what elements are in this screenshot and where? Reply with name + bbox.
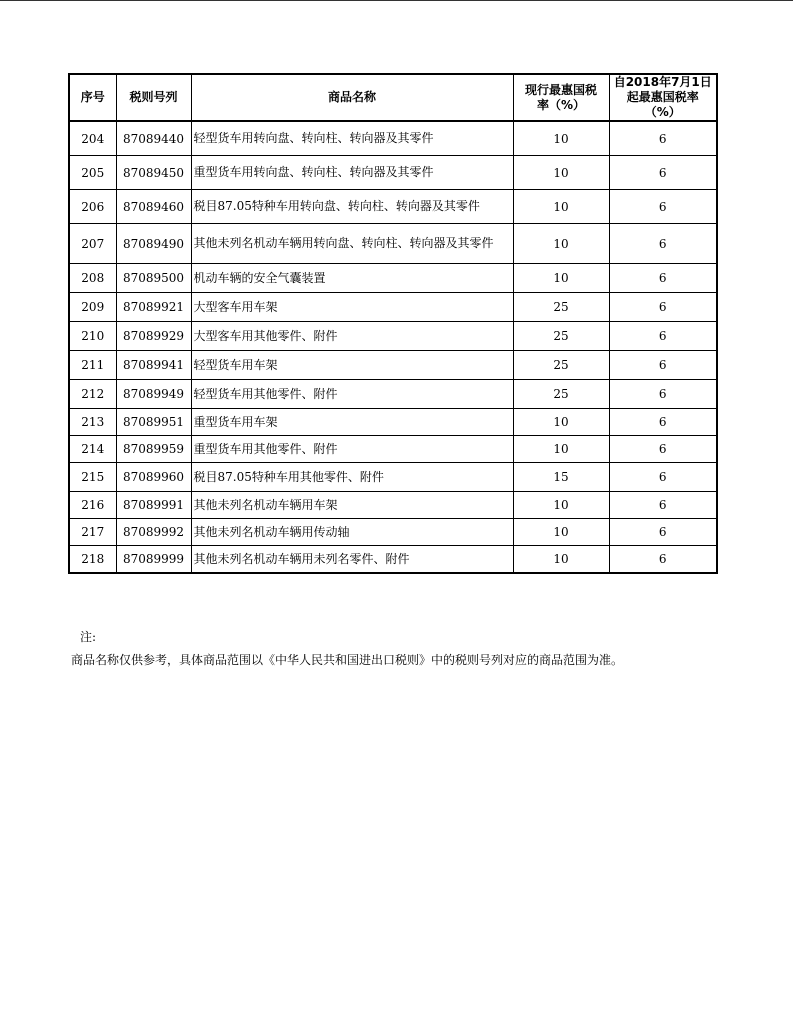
cell-new-rate: 6	[609, 380, 717, 409]
cell-code: 87089959	[116, 436, 191, 463]
cell-seq: 218	[69, 546, 116, 574]
header-current-rate-line2: 率（%）	[536, 97, 586, 112]
cell-name: 大型客车用车架	[191, 293, 513, 322]
cell-name: 重型货车用车架	[191, 409, 513, 436]
cell-new-rate: 6	[609, 293, 717, 322]
cell-current-rate: 25	[513, 351, 609, 380]
cell-new-rate: 6	[609, 224, 717, 264]
cell-new-rate: 6	[609, 264, 717, 293]
cell-code: 87089949	[116, 380, 191, 409]
table-row	[69, 224, 717, 264]
cell-seq: 215	[69, 463, 116, 492]
cell-code: 87089921	[116, 293, 191, 322]
cell-current-rate: 10	[513, 436, 609, 463]
table-row	[69, 546, 717, 574]
note-text: 商品名称仅供参考，具体商品范围以《中华人民共和国进出口税则》中的税则号列对应的商品范围为准。	[71, 653, 624, 667]
table-row	[69, 436, 717, 463]
cell-current-rate: 10	[513, 156, 609, 190]
table-row	[69, 519, 717, 546]
cell-current-rate: 10	[513, 190, 609, 224]
page-top-border	[0, 0, 793, 1]
cell-seq: 208	[69, 264, 116, 293]
header-new-rate	[609, 74, 717, 121]
header-new-rate-line3: （%）	[644, 105, 681, 119]
header-code: 税则号列	[116, 74, 191, 121]
cell-new-rate: 6	[609, 519, 717, 546]
cell-seq: 217	[69, 519, 116, 546]
cell-code: 87089500	[116, 264, 191, 293]
cell-name: 轻型货车用转向盘、转向柱、转向器及其零件	[191, 121, 513, 156]
cell-new-rate: 6	[609, 351, 717, 380]
table-header-row	[69, 74, 717, 121]
header-new-rate-line2: 起最惠国税率	[626, 90, 699, 104]
cell-current-rate: 10	[513, 121, 609, 156]
table-row	[69, 121, 717, 156]
cell-name: 税目87.05特种车用其他零件、附件	[191, 463, 513, 492]
header-current-rate-line1: 现行最惠国税	[524, 82, 597, 97]
cell-current-rate: 15	[513, 463, 609, 492]
cell-seq: 213	[69, 409, 116, 436]
cell-current-rate: 25	[513, 322, 609, 351]
header-current-rate	[513, 74, 609, 121]
cell-name: 其他未列名机动车辆用未列名零件、附件	[191, 546, 513, 574]
table-row	[69, 190, 717, 224]
cell-code: 87089941	[116, 351, 191, 380]
cell-code: 87089991	[116, 492, 191, 519]
cell-new-rate: 6	[609, 190, 717, 224]
note-label: 注:	[80, 630, 97, 644]
cell-name: 其他未列名机动车辆用传动轴	[191, 519, 513, 546]
table-row	[69, 293, 717, 322]
cell-new-rate: 6	[609, 463, 717, 492]
cell-name: 其他未列名机动车辆用车架	[191, 492, 513, 519]
cell-name: 其他未列名机动车辆用转向盘、转向柱、转向器及其零件	[191, 224, 513, 264]
cell-code: 87089490	[116, 224, 191, 264]
cell-new-rate: 6	[609, 546, 717, 574]
table-row	[69, 156, 717, 190]
cell-code: 87089960	[116, 463, 191, 492]
cell-name: 重型货车用其他零件、附件	[191, 436, 513, 463]
table-row	[69, 351, 717, 380]
cell-name: 大型客车用其他零件、附件	[191, 322, 513, 351]
cell-current-rate: 10	[513, 519, 609, 546]
cell-current-rate: 10	[513, 264, 609, 293]
cell-current-rate: 25	[513, 380, 609, 409]
cell-name: 机动车辆的安全气囊装置	[191, 264, 513, 293]
cell-code: 87089999	[116, 546, 191, 574]
cell-seq: 204	[69, 121, 116, 156]
cell-seq: 211	[69, 351, 116, 380]
cell-code: 87089951	[116, 409, 191, 436]
cell-seq: 210	[69, 322, 116, 351]
cell-new-rate: 6	[609, 156, 717, 190]
cell-seq: 216	[69, 492, 116, 519]
cell-new-rate: 6	[609, 322, 717, 351]
table-row	[69, 463, 717, 492]
cell-name: 轻型货车用车架	[191, 351, 513, 380]
cell-name: 税目87.05特种车用转向盘、转向柱、转向器及其零件	[191, 190, 513, 224]
cell-current-rate: 25	[513, 293, 609, 322]
header-seq: 序号	[69, 74, 116, 121]
table-row	[69, 264, 717, 293]
cell-current-rate: 10	[513, 409, 609, 436]
cell-name: 重型货车用转向盘、转向柱、转向器及其零件	[191, 156, 513, 190]
cell-current-rate: 10	[513, 224, 609, 264]
cell-seq: 212	[69, 380, 116, 409]
cell-code: 87089440	[116, 121, 191, 156]
cell-new-rate: 6	[609, 492, 717, 519]
cell-seq: 214	[69, 436, 116, 463]
cell-new-rate: 6	[609, 121, 717, 156]
cell-current-rate: 10	[513, 546, 609, 574]
cell-seq: 206	[69, 190, 116, 224]
cell-code: 87089992	[116, 519, 191, 546]
cell-code: 87089929	[116, 322, 191, 351]
header-name: 商品名称	[191, 74, 513, 121]
table-row	[69, 409, 717, 436]
cell-name: 轻型货车用其他零件、附件	[191, 380, 513, 409]
table-row	[69, 322, 717, 351]
cell-current-rate: 10	[513, 492, 609, 519]
tariff-table	[68, 73, 718, 574]
cell-new-rate: 6	[609, 409, 717, 436]
cell-new-rate: 6	[609, 436, 717, 463]
table-row	[69, 380, 717, 409]
table-row	[69, 492, 717, 519]
cell-seq: 207	[69, 224, 116, 264]
header-new-rate-line1: 自2018年7月1日	[613, 75, 712, 89]
cell-code: 87089460	[116, 190, 191, 224]
cell-seq: 209	[69, 293, 116, 322]
cell-seq: 205	[69, 156, 116, 190]
cell-code: 87089450	[116, 156, 191, 190]
